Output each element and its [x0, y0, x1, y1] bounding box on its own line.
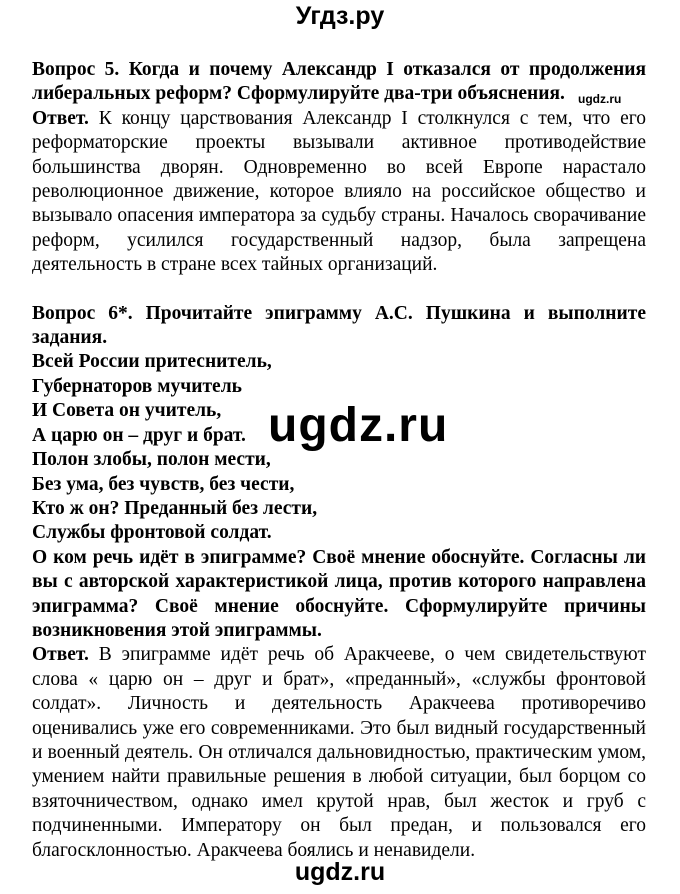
watermark-middle: ugdz.ru [268, 399, 449, 452]
poem-line: Кто ж он? Преданный без лести, [32, 497, 318, 519]
section-gap [32, 278, 646, 302]
watermark-small: ugdz.ru [578, 92, 622, 106]
site-header: Угдз.ру [295, 2, 385, 30]
poem-line: Службы фронтовой солдат. [32, 522, 272, 544]
answer-5-label: Ответ. [32, 107, 89, 129]
poem-line: Всей России притеснитель, [32, 351, 272, 373]
answer-6-label: Ответ. [32, 644, 89, 666]
question-5: Вопрос 5. Когда и почему Александр I отказался от продолжения либеральных реформ? Сформулируйте два-три объяснения. [32, 59, 646, 105]
page-content [32, 58, 646, 863]
poem-line: И Совета он учитель, [32, 400, 222, 422]
answer-6 [32, 643, 646, 863]
answer-6-text: В эпиграмме идёт речь об Аракчееве, о чем свидетельствуют слова « царю он – друг и брат», «преданный», «службы фронтовой солдат». Личность и деятельность Аракчеева противоречиво оценивались уже его современниками. Это был видный государственный и военный деятель. Он отличался дальновидностью, практическим умом, умением найти правильные решения в любой ситуации, был борцом со взяточничеством, однако имел крутой нрав, был жесток и груб с подчиненными. Императору он был предан, и пользовался его благосклонностью. Аракчеева боялись и ненавидели. [32, 644, 646, 861]
site-footer: ugdz.ru [294, 858, 386, 886]
poem-line: Губернаторов мучитель [32, 375, 242, 397]
question-6: Вопрос 6*. Прочитайте эпиграмму А.С. Пушкина и выполните задания. [32, 302, 646, 349]
poem-line: Полон злобы, полон мести, [32, 449, 271, 471]
question-6-tasks: О ком речь идёт в эпиграмме? Своё мнение обоснуйте. Согласны ли вы с авторской характеристикой лица, против которого направлена эпиграмма? Своё мнение обоснуйте. Сформулируйте причины возникновения этой эпиграммы. [32, 546, 646, 641]
poem-line: Без ума, без чувств, без чести, [32, 473, 295, 495]
poem-line: А царю он – друг и брат. [32, 424, 246, 446]
answer-5 [32, 107, 646, 278]
answer-5-text: К концу царствования Александр I столкнулся с тем, что его реформаторские проекты вызывали активное противодействие большинства дворян. Одновременно во всей Европе нарастало революционное движение, которое влияло на российское общество и вызывало опасения императора за судьбу страны. Началось сворачивание реформ, усилился государственный надзор, была запрещена деятельность в стране всех тайных организаций. [32, 107, 646, 276]
